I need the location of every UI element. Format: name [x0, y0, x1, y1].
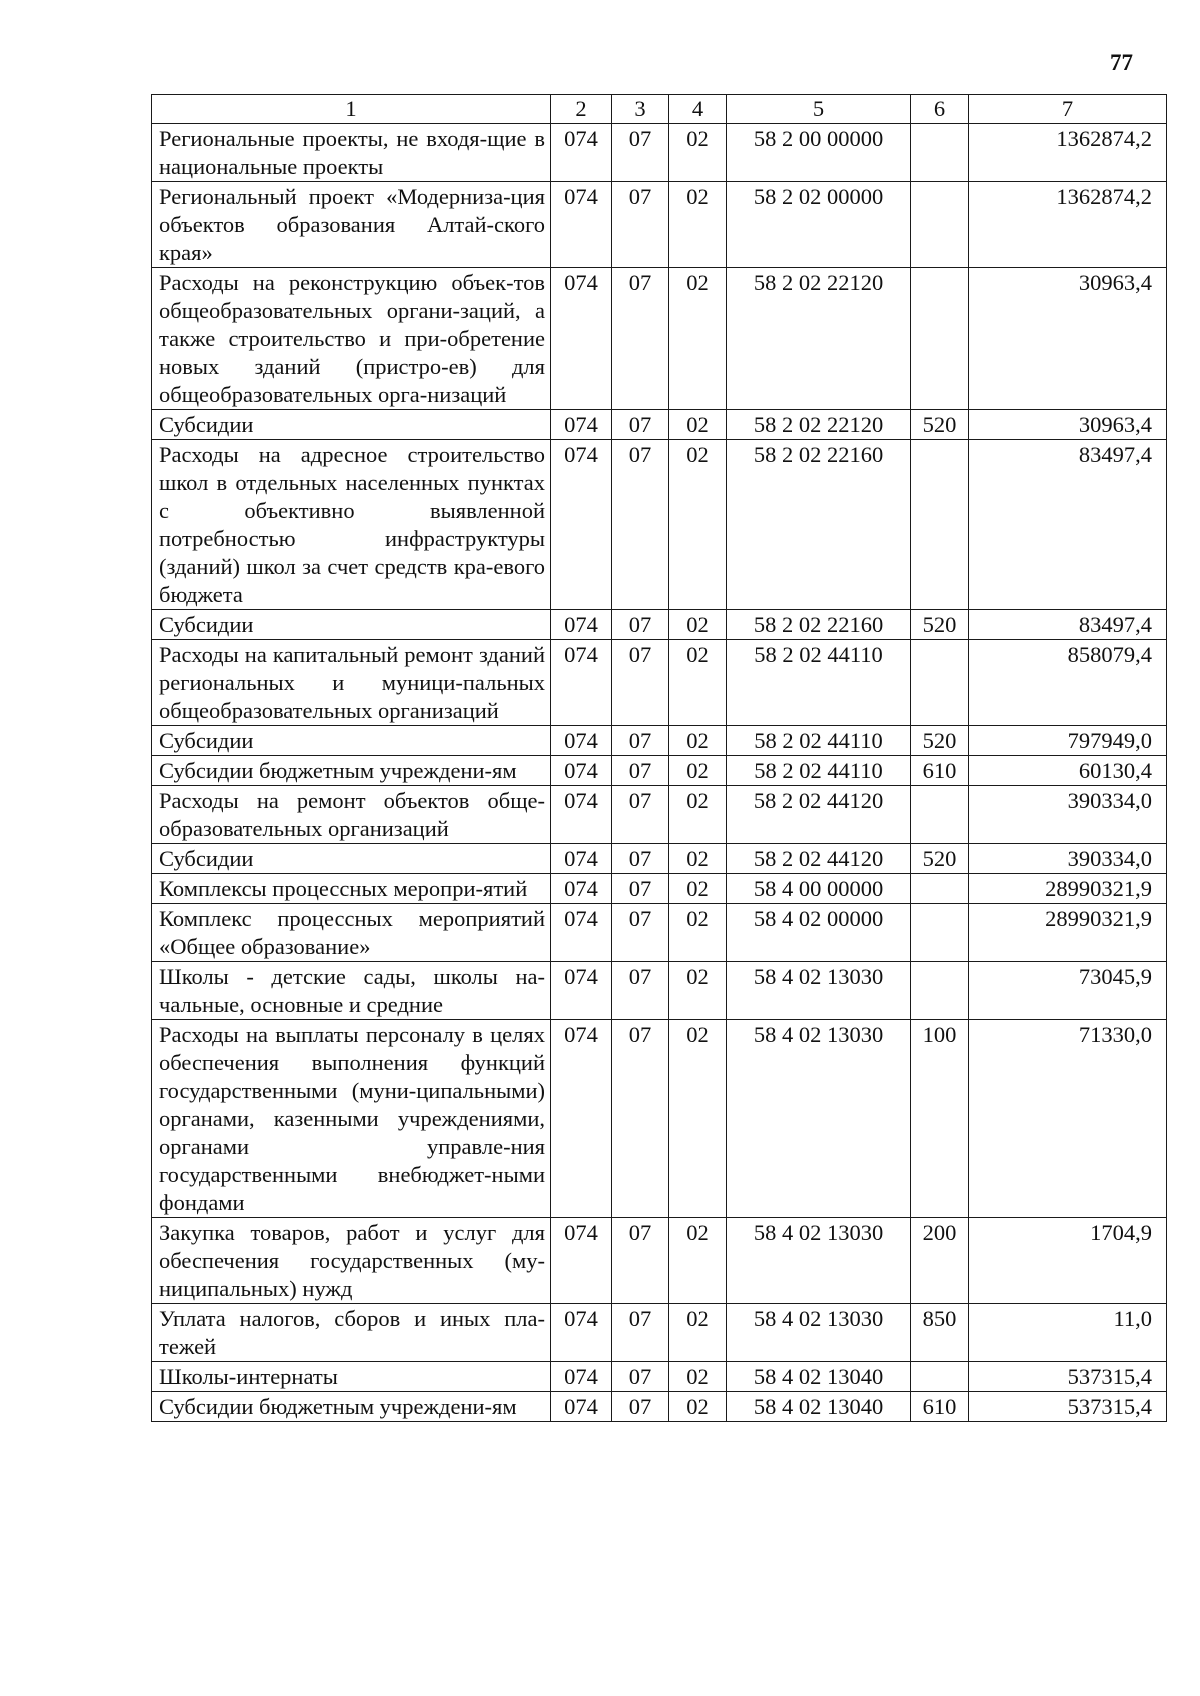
row-code-5-cell: 58 4 00 00000 [727, 874, 911, 904]
row-code-3-cell: 07 [612, 1020, 669, 1218]
row-code-5-cell: 58 2 02 22120 [727, 410, 911, 440]
row-code-3-cell: 07 [612, 610, 669, 640]
row-code-4-cell: 02 [669, 1362, 727, 1392]
row-code-2-cell: 074 [551, 182, 612, 268]
row-name-cell: Расходы на ремонт объектов обще-образовательных организаций [152, 786, 551, 844]
row-code-3-cell: 07 [612, 182, 669, 268]
row-code-4-cell: 02 [669, 1218, 727, 1304]
row-code-3-cell: 07 [612, 756, 669, 786]
table-row [152, 726, 1167, 756]
row-code-3-cell: 07 [612, 640, 669, 726]
row-code-6-cell: 610 [911, 1392, 969, 1422]
table-row [152, 440, 1167, 610]
table-row [152, 1362, 1167, 1392]
row-code-2-cell: 074 [551, 786, 612, 844]
row-code-4-cell: 02 [669, 640, 727, 726]
row-code-6-cell [911, 962, 969, 1020]
table-row [152, 786, 1167, 844]
row-amount-cell: 30963,4 [969, 268, 1167, 410]
row-code-6-cell: 520 [911, 726, 969, 756]
row-amount-cell: 858079,4 [969, 640, 1167, 726]
row-amount-cell: 1704,9 [969, 1218, 1167, 1304]
row-code-2-cell: 074 [551, 1218, 612, 1304]
row-code-2-cell: 074 [551, 1304, 612, 1362]
row-code-5-cell: 58 4 02 13030 [727, 962, 911, 1020]
row-code-5-cell: 58 2 00 00000 [727, 124, 911, 182]
row-name-cell: Комплекс процессных мероприятий «Общее образование» [152, 904, 551, 962]
row-amount-cell: 390334,0 [969, 786, 1167, 844]
row-amount-cell: 537315,4 [969, 1392, 1167, 1422]
row-code-5-cell: 58 2 02 44110 [727, 756, 911, 786]
table-row [152, 610, 1167, 640]
row-name-cell: Региональные проекты, не входя-щие в национальные проекты [152, 124, 551, 182]
row-code-2-cell: 074 [551, 440, 612, 610]
row-code-4-cell: 02 [669, 904, 727, 962]
row-code-4-cell: 02 [669, 268, 727, 410]
header-cell-6: 6 [911, 95, 969, 124]
row-code-5-cell: 58 2 02 22160 [727, 440, 911, 610]
row-code-3-cell: 07 [612, 1218, 669, 1304]
row-code-3-cell: 07 [612, 440, 669, 610]
header-cell-5: 5 [727, 95, 911, 124]
row-code-6-cell: 850 [911, 1304, 969, 1362]
budget-table [151, 94, 1167, 1422]
row-name-cell: Комплексы процессных меропри-ятий [152, 874, 551, 904]
row-code-3-cell: 07 [612, 410, 669, 440]
row-amount-cell: 73045,9 [969, 962, 1167, 1020]
row-code-6-cell [911, 1362, 969, 1392]
row-amount-cell: 30963,4 [969, 410, 1167, 440]
row-amount-cell: 28990321,9 [969, 904, 1167, 962]
row-name-cell: Расходы на выплаты персоналу в целях обеспечения выполнения функций государственными (муни-ципальными) органами, казенными учреждениями, органами управле-ния государственными внебюджет-ными фондами [152, 1020, 551, 1218]
row-code-3-cell: 07 [612, 726, 669, 756]
row-code-2-cell: 074 [551, 1392, 612, 1422]
row-name-cell: Уплата налогов, сборов и иных пла-тежей [152, 1304, 551, 1362]
row-code-4-cell: 02 [669, 726, 727, 756]
row-code-2-cell: 074 [551, 1362, 612, 1392]
row-code-2-cell: 074 [551, 610, 612, 640]
table-row [152, 410, 1167, 440]
table-row [152, 904, 1167, 962]
header-cell-3: 3 [612, 95, 669, 124]
row-code-6-cell: 520 [911, 844, 969, 874]
header-cell-4: 4 [669, 95, 727, 124]
row-name-cell: Школы - детские сады, школы на-чальные, основные и средние [152, 962, 551, 1020]
row-code-6-cell [911, 904, 969, 962]
row-code-6-cell: 520 [911, 610, 969, 640]
row-code-2-cell: 074 [551, 124, 612, 182]
table-row [152, 268, 1167, 410]
row-code-3-cell: 07 [612, 874, 669, 904]
row-code-4-cell: 02 [669, 962, 727, 1020]
row-code-4-cell: 02 [669, 1020, 727, 1218]
row-code-2-cell: 074 [551, 904, 612, 962]
row-code-2-cell: 074 [551, 410, 612, 440]
row-code-5-cell: 58 4 02 13040 [727, 1362, 911, 1392]
row-name-cell: Региональный проект «Модерниза-ция объектов образования Алтай-ского края» [152, 182, 551, 268]
row-code-4-cell: 02 [669, 610, 727, 640]
table-row [152, 1304, 1167, 1362]
row-code-4-cell: 02 [669, 786, 727, 844]
row-code-3-cell: 07 [612, 1304, 669, 1362]
row-code-4-cell: 02 [669, 410, 727, 440]
table-row [152, 844, 1167, 874]
row-code-4-cell: 02 [669, 756, 727, 786]
row-code-3-cell: 07 [612, 844, 669, 874]
row-amount-cell: 797949,0 [969, 726, 1167, 756]
row-name-cell: Субсидии бюджетным учреждени-ям [152, 1392, 551, 1422]
row-code-6-cell [911, 268, 969, 410]
row-code-5-cell: 58 2 02 44120 [727, 786, 911, 844]
table-row [152, 874, 1167, 904]
row-code-3-cell: 07 [612, 1362, 669, 1392]
row-code-6-cell: 200 [911, 1218, 969, 1304]
header-cell-2: 2 [551, 95, 612, 124]
row-code-5-cell: 58 4 02 13040 [727, 1392, 911, 1422]
table-row [152, 756, 1167, 786]
row-code-5-cell: 58 4 02 00000 [727, 904, 911, 962]
row-code-6-cell: 100 [911, 1020, 969, 1218]
row-code-2-cell: 074 [551, 874, 612, 904]
table-row [152, 640, 1167, 726]
table-row [152, 182, 1167, 268]
row-code-6-cell: 610 [911, 756, 969, 786]
row-code-5-cell: 58 4 02 13030 [727, 1020, 911, 1218]
row-amount-cell: 71330,0 [969, 1020, 1167, 1218]
row-code-5-cell: 58 2 02 22120 [727, 268, 911, 410]
row-code-6-cell [911, 440, 969, 610]
row-code-2-cell: 074 [551, 726, 612, 756]
row-code-3-cell: 07 [612, 1392, 669, 1422]
row-amount-cell: 1362874,2 [969, 124, 1167, 182]
row-name-cell: Расходы на адресное строительство школ в отдельных населенных пунктах с объективно выявленной потребностью инфраструктуры (зданий) школ за счет средств кра-евого бюджета [152, 440, 551, 610]
row-code-3-cell: 07 [612, 786, 669, 844]
row-code-3-cell: 07 [612, 904, 669, 962]
row-code-4-cell: 02 [669, 182, 727, 268]
row-code-2-cell: 074 [551, 962, 612, 1020]
row-code-4-cell: 02 [669, 874, 727, 904]
row-name-cell: Расходы на капитальный ремонт зданий региональных и муници-пальных общеобразовательных организаций [152, 640, 551, 726]
row-name-cell: Субсидии [152, 610, 551, 640]
row-name-cell: Субсидии бюджетным учреждени-ям [152, 756, 551, 786]
header-cell-7: 7 [969, 95, 1167, 124]
row-code-5-cell: 58 2 02 44110 [727, 640, 911, 726]
table-row [152, 1392, 1167, 1422]
row-name-cell: Субсидии [152, 844, 551, 874]
row-code-4-cell: 02 [669, 124, 727, 182]
row-code-4-cell: 02 [669, 1304, 727, 1362]
page-number: 77 [1110, 50, 1133, 75]
row-code-5-cell: 58 4 02 13030 [727, 1304, 911, 1362]
row-name-cell: Закупка товаров, работ и услуг для обеспечения государственных (му-ниципальных) нужд [152, 1218, 551, 1304]
row-code-5-cell: 58 4 02 13030 [727, 1218, 911, 1304]
row-code-6-cell [911, 124, 969, 182]
row-code-2-cell: 074 [551, 640, 612, 726]
row-code-3-cell: 07 [612, 268, 669, 410]
row-code-2-cell: 074 [551, 268, 612, 410]
table-row [152, 962, 1167, 1020]
table-header-row [152, 95, 1167, 124]
row-code-6-cell [911, 182, 969, 268]
row-code-6-cell: 520 [911, 410, 969, 440]
row-amount-cell: 60130,4 [969, 756, 1167, 786]
row-code-4-cell: 02 [669, 844, 727, 874]
row-amount-cell: 28990321,9 [969, 874, 1167, 904]
row-code-6-cell [911, 874, 969, 904]
table-row [152, 124, 1167, 182]
row-code-2-cell: 074 [551, 844, 612, 874]
row-code-2-cell: 074 [551, 756, 612, 786]
table-row [152, 1218, 1167, 1304]
row-amount-cell: 1362874,2 [969, 182, 1167, 268]
row-code-2-cell: 074 [551, 1020, 612, 1218]
row-code-6-cell [911, 786, 969, 844]
row-name-cell: Субсидии [152, 726, 551, 756]
table-row [152, 1020, 1167, 1218]
row-name-cell: Субсидии [152, 410, 551, 440]
row-amount-cell: 83497,4 [969, 610, 1167, 640]
row-code-3-cell: 07 [612, 124, 669, 182]
row-amount-cell: 11,0 [969, 1304, 1167, 1362]
row-code-4-cell: 02 [669, 440, 727, 610]
row-code-6-cell [911, 640, 969, 726]
row-code-5-cell: 58 2 02 22160 [727, 610, 911, 640]
row-name-cell: Расходы на реконструкцию объек-тов общеобразовательных органи-заций, а также строительство и при-обретение новых зданий (пристро-ев) для общеобразовательных орга-низаций [152, 268, 551, 410]
row-amount-cell: 390334,0 [969, 844, 1167, 874]
row-code-3-cell: 07 [612, 962, 669, 1020]
row-amount-cell: 537315,4 [969, 1362, 1167, 1392]
row-amount-cell: 83497,4 [969, 440, 1167, 610]
header-cell-1: 1 [152, 95, 551, 124]
row-code-5-cell: 58 2 02 00000 [727, 182, 911, 268]
row-code-5-cell: 58 2 02 44120 [727, 844, 911, 874]
row-code-5-cell: 58 2 02 44110 [727, 726, 911, 756]
row-name-cell: Школы-интернаты [152, 1362, 551, 1392]
row-code-4-cell: 02 [669, 1392, 727, 1422]
